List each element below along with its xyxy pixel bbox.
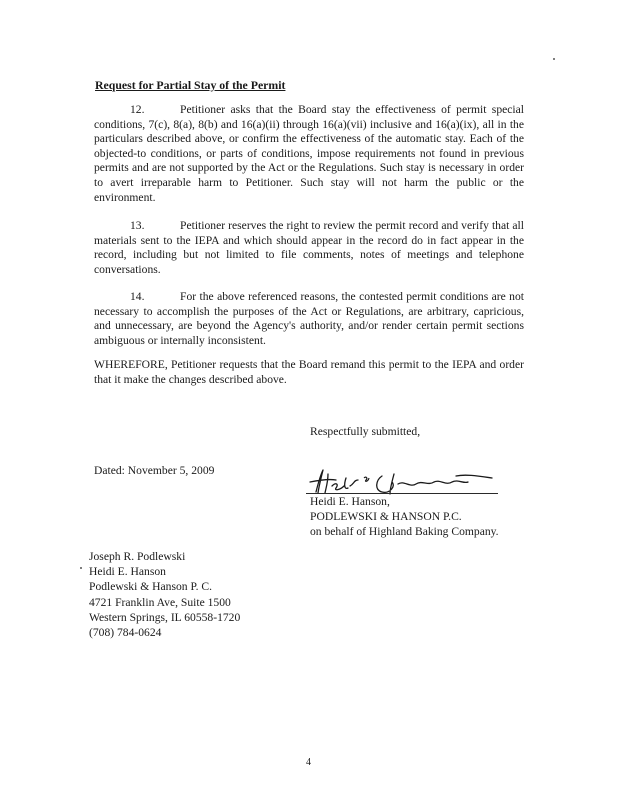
address-line: Heidi E. Hanson — [89, 565, 166, 579]
scan-speck — [553, 58, 555, 60]
handwritten-signature — [306, 466, 502, 496]
paragraph-text: For the above referenced reasons, the contested permit conditions are not necessary to accomplish the purposes of the Act or Regulations, are arbitrary, capricious, and unnecessary, are beyond the Agency's authority, and/or render certain permit sections ambiguous or internally inconsistent. — [94, 290, 524, 347]
address-line: (708) 784-0624 — [89, 626, 162, 640]
scan-speck — [80, 567, 82, 569]
address-line: Western Springs, IL 60558-1720 — [89, 610, 241, 624]
section-heading: Request for Partial Stay of the Permit — [95, 78, 286, 92]
paragraph-number: 12. — [130, 103, 145, 116]
paragraph-text: Petitioner reserves the right to review the permit record and verify that all materials sent to the IEPA and which should appear in the record do in fact appear in the record, including but not limited to file comments, notes of meetings and telephone conversations. — [94, 219, 524, 276]
wherefore-clause: WHEREFORE, Petitioner requests that the Board remand this permit to the IEPA and order that it make the changes described above. — [94, 358, 524, 386]
signer-firm: PODLEWSKI & HANSON P.C. — [310, 510, 462, 523]
page-number: 4 — [306, 757, 311, 768]
closing-text: Respectfully submitted, — [310, 425, 421, 438]
paragraph-number: 13. — [130, 219, 145, 232]
paragraph-number: 14. — [130, 290, 145, 303]
signature-block — [310, 494, 499, 539]
paragraph-13 — [94, 219, 524, 277]
address-line: Podlewski & Hanson P. C. — [89, 580, 213, 594]
signer-behalf: on behalf of Highland Baking Company. — [310, 525, 499, 538]
paragraph-12 — [94, 103, 524, 205]
address-line: Joseph R. Podlewski — [89, 550, 186, 563]
paragraph-14 — [94, 290, 524, 348]
signer-name: Heidi E. Hanson, — [310, 495, 390, 508]
address-line: 4721 Franklin Ave, Suite 1500 — [89, 595, 231, 609]
paragraph-text: Petitioner asks that the Board stay the effectiveness of permit special conditions, 7(c), 8(a), 8(b) and 16(a)(ii) through 16(a)(vii) inclusive and 16(a)(ix), all in the particulars described above, or confirm the effectiveness of the automatic stay. Each of the objected-to conditions, or parts of conditions, impose requirements not found in previous permits and are not supported by the Act or the Regulations. Such stay is necessary in order to avert irreparable harm to Petitioner. Such stay will not harm the public or the environment. — [94, 103, 524, 204]
address-block — [89, 549, 240, 640]
date-line: Dated: November 5, 2009 — [94, 464, 215, 477]
